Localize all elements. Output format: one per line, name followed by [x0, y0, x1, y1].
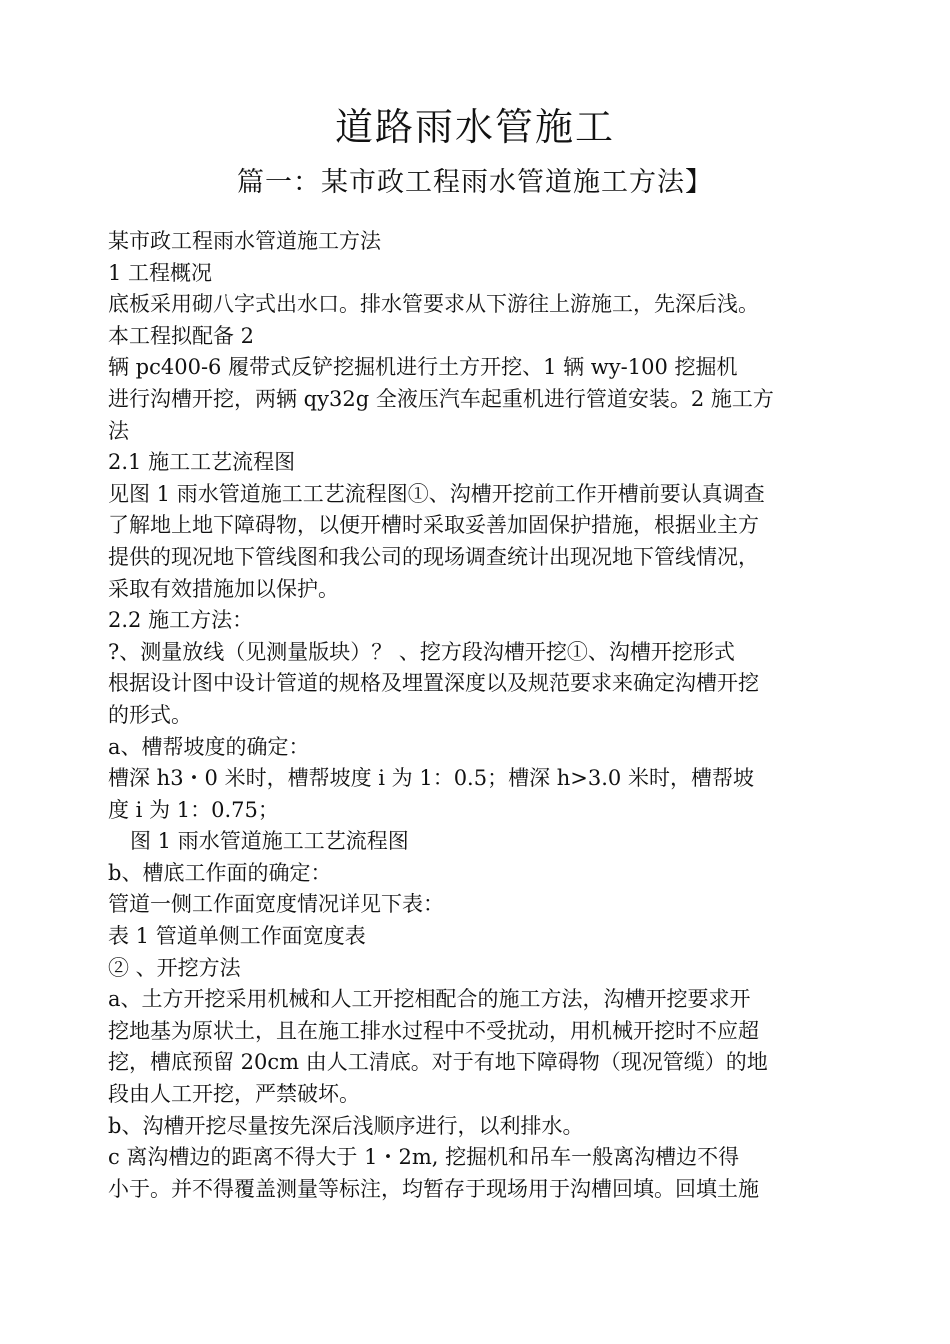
body-line: 辆 pc400-6 履带式反铲挖掘机进行土方开挖、1 辆 wy-100 挖掘机	[108, 355, 738, 380]
page-title: 道路雨水管施工	[334, 105, 615, 149]
body-line: 本工程拟配备 2	[108, 323, 255, 348]
figure-caption: 图 1 雨水管道施工工艺流程图	[130, 829, 409, 854]
table-caption: 表 1 管道单侧工作面宽度表	[108, 924, 366, 949]
body-line: 小于。并不得覆盖测量等标注，均暂存于现场用于沟槽回填。回填土施	[108, 1176, 759, 1201]
body-line: 槽深 h3・0 米时，槽帮坡度 i 为 1：0.5；槽深 h>3.0 米时，槽帮坡	[108, 766, 754, 791]
document-body	[108, 226, 848, 1205]
body-line: 底板采用砌八字式出水口。排水管要求从下游往上游施工，先深后浅。	[108, 292, 759, 317]
body-line: 根据设计图中设计管道的规格及埋置深度以及规范要求来确定沟槽开挖	[108, 671, 759, 696]
body-line: a、土方开挖采用机械和人工开挖相配合的施工方法，沟槽开挖要求开	[108, 987, 751, 1012]
body-line: ?、测量放线（见测量版块）？ 、挖方段沟槽开挖①、沟槽开挖形式	[108, 639, 735, 664]
body-line: 提供的现况地下管线图和我公司的现场调查统计出现况地下管线情况，	[108, 544, 759, 569]
section-heading: 1 工程概况	[108, 260, 213, 285]
body-line: 挖，槽底预留 20cm 由人工清底。对于有地下障碍物（现况管缆）的地	[108, 1050, 768, 1075]
body-line: 采取有效措施加以保护。	[108, 576, 339, 601]
body-line: 挖地基为原状土，且在施工排水过程中不受扰动，用机械开挖时不应超	[108, 1018, 759, 1043]
body-line: 了解地上地下障碍物，以便开槽时采取妥善加固保护措施，根据业主方	[108, 513, 759, 538]
body-line: ② 、开挖方法	[108, 955, 241, 980]
page-subtitle: 篇一：某市政工程雨水管道施工方法】	[237, 167, 713, 198]
body-line: 度 i 为 1：0.75；	[108, 797, 279, 822]
section-heading: 2.2 施工方法：	[108, 608, 254, 633]
body-line: 进行沟槽开挖，两辆 qy32g 全液压汽车起重机进行管道安装。2 施工方	[108, 386, 774, 411]
body-line: b、槽底工作面的确定：	[108, 860, 332, 885]
body-line: c 离沟槽边的距离不得大于 1・2m, 挖掘机和吊车一般离沟槽边不得	[108, 1145, 740, 1170]
body-line: 某市政工程雨水管道施工方法	[108, 229, 381, 253]
body-line: 的形式。	[108, 702, 192, 727]
body-line: 见图 1 雨水管道施工工艺流程图①、沟槽开挖前工作开槽前要认真调查	[108, 481, 765, 506]
body-line: b、沟槽开挖尽量按先深后浅顺序进行，以利排水。	[108, 1113, 584, 1138]
body-line: 法	[108, 418, 129, 443]
body-line: 管道一侧工作面宽度情况详见下表：	[108, 892, 444, 917]
body-line: 段由人工开挖，严禁破坏。	[108, 1082, 360, 1107]
body-line: a、槽帮坡度的确定：	[108, 734, 310, 759]
section-heading: 2.1 施工工艺流程图	[108, 450, 296, 475]
